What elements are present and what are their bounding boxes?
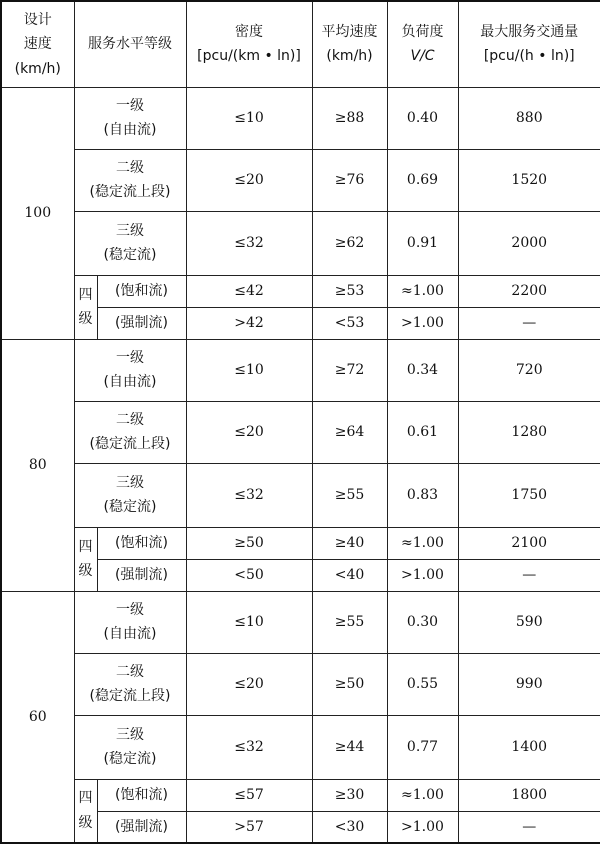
load-ratio-cell: 0.34 <box>387 339 458 401</box>
density-cell: ≤32 <box>186 715 312 779</box>
max-flow-cell: 2100 <box>458 527 600 559</box>
density-cell: ≥50 <box>186 527 312 559</box>
table-row <box>1 275 600 307</box>
table-row <box>1 779 600 811</box>
density-cell: ≤57 <box>186 779 312 811</box>
avg-speed-cell: ≥55 <box>312 591 387 653</box>
load-ratio-cell: 0.61 <box>387 401 458 463</box>
service-level-cell: 二级 (稳定流上段) <box>74 149 186 211</box>
design-speed-cell: 60 <box>1 591 74 843</box>
level-four-label: 四 级 <box>74 527 97 591</box>
service-level-header: 服务水平等级 <box>74 1 186 87</box>
level-four-sub-cell: (饱和流) <box>97 275 186 307</box>
max-flow-cell: 1800 <box>458 779 600 811</box>
level-four-sub-cell: (强制流) <box>97 559 186 591</box>
design-speed-cell: 100 <box>1 87 74 339</box>
density-cell: ≤20 <box>186 653 312 715</box>
load-ratio-cell: ≈1.00 <box>387 527 458 559</box>
table-row <box>1 339 600 401</box>
table-row <box>1 401 600 463</box>
load-ratio-cell: 0.30 <box>387 591 458 653</box>
load-ratio-cell: ≈1.00 <box>387 275 458 307</box>
max-flow-cell: 720 <box>458 339 600 401</box>
max-flow-cell: — <box>458 307 600 339</box>
load-ratio-cell: 0.40 <box>387 87 458 149</box>
max-flow-cell: 1280 <box>458 401 600 463</box>
load-ratio-cell: 0.77 <box>387 715 458 779</box>
avg-speed-header: 平均速度 (km/h) <box>312 1 387 87</box>
density-cell: ≤32 <box>186 211 312 275</box>
header-row <box>1 1 600 87</box>
load-ratio-cell: 0.83 <box>387 463 458 527</box>
avg-speed-cell: ≥30 <box>312 779 387 811</box>
table-row <box>1 149 600 211</box>
avg-speed-cell: ≥53 <box>312 275 387 307</box>
max-flow-cell: 1520 <box>458 149 600 211</box>
service-level-cell: 三级 (稳定流) <box>74 211 186 275</box>
service-level-cell: 二级 (稳定流上段) <box>74 653 186 715</box>
density-cell: >42 <box>186 307 312 339</box>
service-level-cell: 二级 (稳定流上段) <box>74 401 186 463</box>
service-level-cell: 一级 (自由流) <box>74 339 186 401</box>
service-level-cell: 三级 (稳定流) <box>74 463 186 527</box>
avg-speed-cell: ≥72 <box>312 339 387 401</box>
density-cell: <50 <box>186 559 312 591</box>
density-cell: ≤20 <box>186 149 312 211</box>
load-ratio-cell: >1.00 <box>387 307 458 339</box>
design-speed-header: 设计 速度 (km/h) <box>1 1 74 87</box>
level-four-sub-cell: (强制流) <box>97 307 186 339</box>
avg-speed-cell: ≥76 <box>312 149 387 211</box>
density-cell: ≤10 <box>186 339 312 401</box>
table-body <box>1 87 600 843</box>
table-row <box>1 463 600 527</box>
load-ratio-cell: ≈1.00 <box>387 779 458 811</box>
avg-speed-cell: ≥44 <box>312 715 387 779</box>
max-flow-cell: — <box>458 811 600 843</box>
table-row <box>1 715 600 779</box>
max-flow-cell: 2200 <box>458 275 600 307</box>
level-four-sub-cell: (饱和流) <box>97 779 186 811</box>
density-cell: ≤42 <box>186 275 312 307</box>
table-row <box>1 211 600 275</box>
density-header: 密度 [pcu/(km • ln)] <box>186 1 312 87</box>
service-level-cell: 一级 (自由流) <box>74 87 186 149</box>
design-speed-cell: 80 <box>1 339 74 591</box>
load-ratio-cell: 0.69 <box>387 149 458 211</box>
level-four-label: 四 级 <box>74 275 97 339</box>
max-flow-cell: 2000 <box>458 211 600 275</box>
avg-speed-cell: <40 <box>312 559 387 591</box>
avg-speed-cell: ≥50 <box>312 653 387 715</box>
density-cell: >57 <box>186 811 312 843</box>
service-level-cell: 三级 (稳定流) <box>74 715 186 779</box>
load-ratio-header: 负荷度 V/C <box>387 1 458 87</box>
avg-speed-cell: ≥64 <box>312 401 387 463</box>
table-row <box>1 653 600 715</box>
load-ratio-cell: >1.00 <box>387 811 458 843</box>
load-ratio-cell: 0.91 <box>387 211 458 275</box>
avg-speed-cell: ≥40 <box>312 527 387 559</box>
level-four-sub-cell: (饱和流) <box>97 527 186 559</box>
density-cell: ≤10 <box>186 591 312 653</box>
density-cell: ≤32 <box>186 463 312 527</box>
load-ratio-cell: >1.00 <box>387 559 458 591</box>
table-row <box>1 591 600 653</box>
table-row <box>1 527 600 559</box>
level-four-sub-cell: (强制流) <box>97 811 186 843</box>
avg-speed-cell: <53 <box>312 307 387 339</box>
density-cell: ≤20 <box>186 401 312 463</box>
avg-speed-cell: ≥62 <box>312 211 387 275</box>
max-flow-cell: — <box>458 559 600 591</box>
max-flow-header: 最大服务交通量 [pcu/(h • ln)] <box>458 1 600 87</box>
max-flow-cell: 1400 <box>458 715 600 779</box>
level-four-label: 四 级 <box>74 779 97 843</box>
max-flow-cell: 1750 <box>458 463 600 527</box>
max-flow-cell: 990 <box>458 653 600 715</box>
avg-speed-cell: ≥88 <box>312 87 387 149</box>
table-row <box>1 87 600 149</box>
service-level-cell: 一级 (自由流) <box>74 591 186 653</box>
load-ratio-cell: 0.55 <box>387 653 458 715</box>
avg-speed-cell: <30 <box>312 811 387 843</box>
density-cell: ≤10 <box>186 87 312 149</box>
avg-speed-cell: ≥55 <box>312 463 387 527</box>
max-flow-cell: 590 <box>458 591 600 653</box>
max-flow-cell: 880 <box>458 87 600 149</box>
